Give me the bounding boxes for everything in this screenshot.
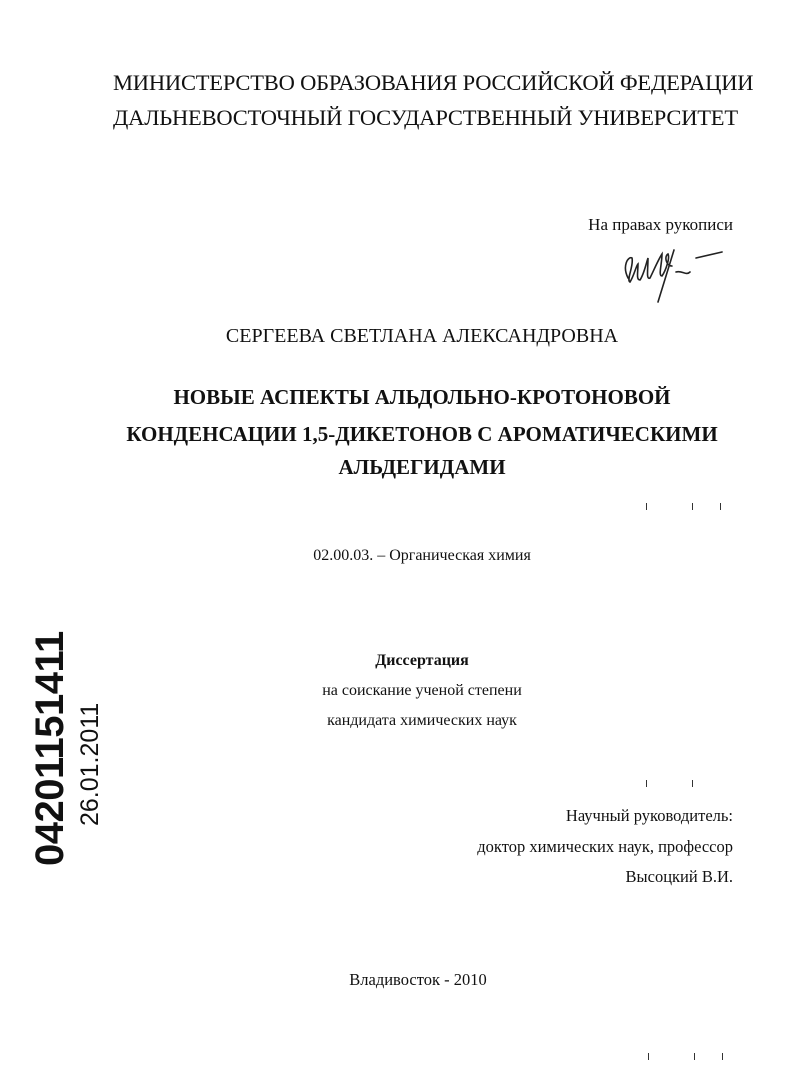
scan-mark (646, 780, 647, 787)
scan-mark (692, 780, 693, 787)
library-stamp-number: 04201151411 (28, 631, 72, 866)
scan-mark (694, 1053, 695, 1060)
dissertation-degree-line-1: на соискание ученой степени (322, 682, 522, 699)
scan-mark (648, 1053, 649, 1060)
scan-mark (720, 503, 721, 510)
rights-note: На правах рукописи (588, 215, 733, 234)
supervisor-label: Научный руководитель: (565, 806, 733, 825)
scan-mark (722, 1053, 723, 1060)
supervisor-name: Высоцкий В.И. (625, 867, 733, 886)
place-year: Владивосток - 2010 (349, 970, 487, 989)
dissertation-degree-line-2: кандидата химических наук (327, 712, 517, 729)
title-line-1: НОВЫЕ АСПЕКТЫ АЛЬДОЛЬНО-КРОТОНОВОЙ (173, 385, 671, 409)
title-line-2: КОНДЕНСАЦИИ 1,5-ДИКЕТОНОВ С АРОМАТИЧЕСКИМИ (126, 422, 718, 446)
signature (618, 236, 728, 304)
university-heading: ДАЛЬНЕВОСТОЧНЫЙ ГОСУДАРСТВЕННЫЙ УНИВЕРСИТЕТ (113, 105, 738, 130)
scan-mark (692, 503, 693, 510)
scan-mark (646, 503, 647, 510)
library-stamp-date: 26.01.2011 (76, 702, 104, 826)
ministry-heading: МИНИСТЕРСТВО ОБРАЗОВАНИЯ РОССИЙСКОЙ ФЕДЕРАЦИИ (113, 70, 754, 95)
title-line-3: АЛЬДЕГИДАМИ (338, 455, 506, 479)
dissertation-label: Диссертация (375, 652, 469, 669)
specialty: 02.00.03. – Органическая химия (313, 547, 531, 564)
supervisor-degree: доктор химических наук, профессор (477, 837, 733, 856)
author-name: СЕРГЕЕВА СВЕТЛАНА АЛЕКСАНДРОВНА (225, 325, 619, 347)
